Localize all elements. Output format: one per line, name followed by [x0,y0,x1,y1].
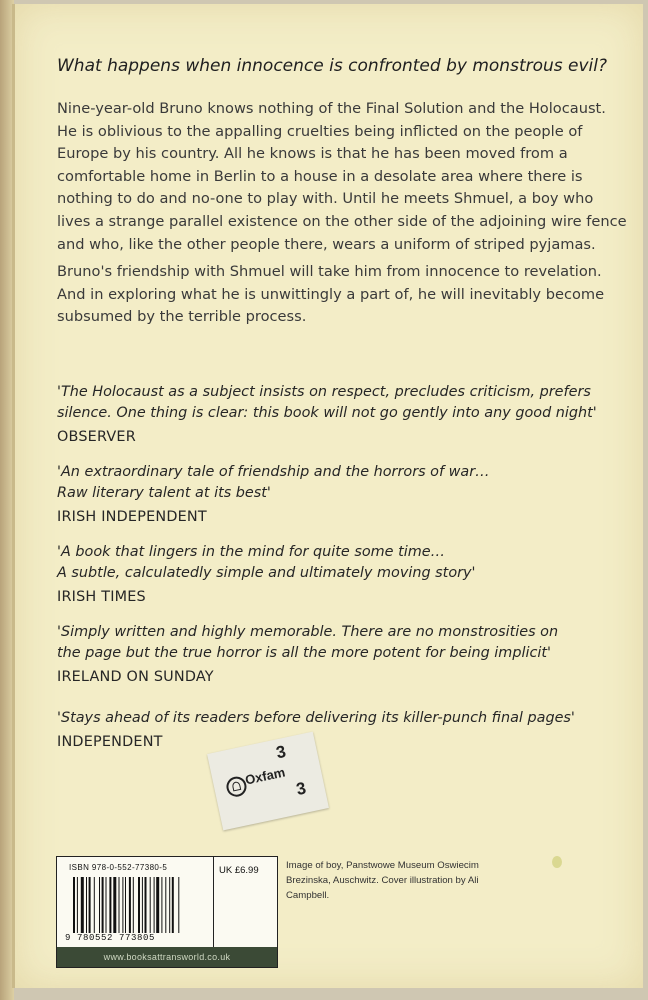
cover-credit: Image of boy, Panstwowe Museum Oswiecim Brezinska, Auschwitz. Cover illustration by Ali Campbell. [286,860,479,901]
review-quote: 'The Holocaust as a subject insists on respect, precludes criticism, prefers silence. One thing is clear: this book will not go gently into any good night' [57,384,597,421]
review-source: INDEPENDENT [57,734,163,750]
review-independent [57,708,627,750]
price: UK £6.99 [219,865,259,876]
barcode-panel [56,856,278,968]
review-quote: 'Stays ahead of its readers before delivering its killer-punch final pages' [57,710,575,726]
barcode-area [57,857,214,947]
review-irish-times [57,542,627,605]
review-quote: 'Simply written and highly memorable. There are no monstrosities on the page but the true horror is all the more potent for being implicit' [57,624,559,661]
synopsis-paragraph-2: Bruno's friendship with Shmuel will take him from innocence to revelation. And in exploring what he is unwittingly a part of, he will inevitably become subsumed by the terrible process. [57,263,605,326]
review-source: IRELAND ON SUNDAY [57,669,214,685]
review-source: OBSERVER [57,429,136,445]
publisher-website: www.booksattransworld.co.uk [57,947,277,967]
review-ireland-on-sunday [57,622,627,685]
sticker-number-top: 3 [274,741,288,763]
review-source: IRISH INDEPENDENT [57,509,207,525]
review-irish-independent [57,462,627,525]
sticker-brand: Oxfam [243,764,287,788]
barcode-icon [73,877,197,933]
review-source: IRISH TIMES [57,589,146,605]
barcode-digits: 9 780552 773805 [65,933,156,943]
review-observer [57,382,627,445]
review-quote: 'An extraordinary tale of friendship and the horrors of war… Raw literary talent at its best' [57,464,490,501]
review-quote: 'A book that lingers in the mind for quite some time… A subtle, calculatedly simple and ultimately moving story' [57,544,476,581]
isbn-label: ISBN 978-0-552-77380-5 [69,863,168,872]
stain-mark [552,856,562,868]
tagline: What happens when innocence is confronted by monstrous evil? [57,56,608,76]
synopsis-paragraph-1: Nine-year-old Bruno knows nothing of the Final Solution and the Holocaust. He is oblivious to the appalling cruelties being inflicted on the people of Europe by his country. All he knows is that he has been moved from a comfortable home in Berlin to a house in a desolate area where there is nothing to do and no-one to play with. Until he meets Shmuel, a boy who lives a strange parallel existence on the other side of the adjoining wire fence and who, like the other people there, wears a uniform of striped pyjamas. [57,100,627,253]
sticker-number-bottom: 3 [294,778,308,800]
